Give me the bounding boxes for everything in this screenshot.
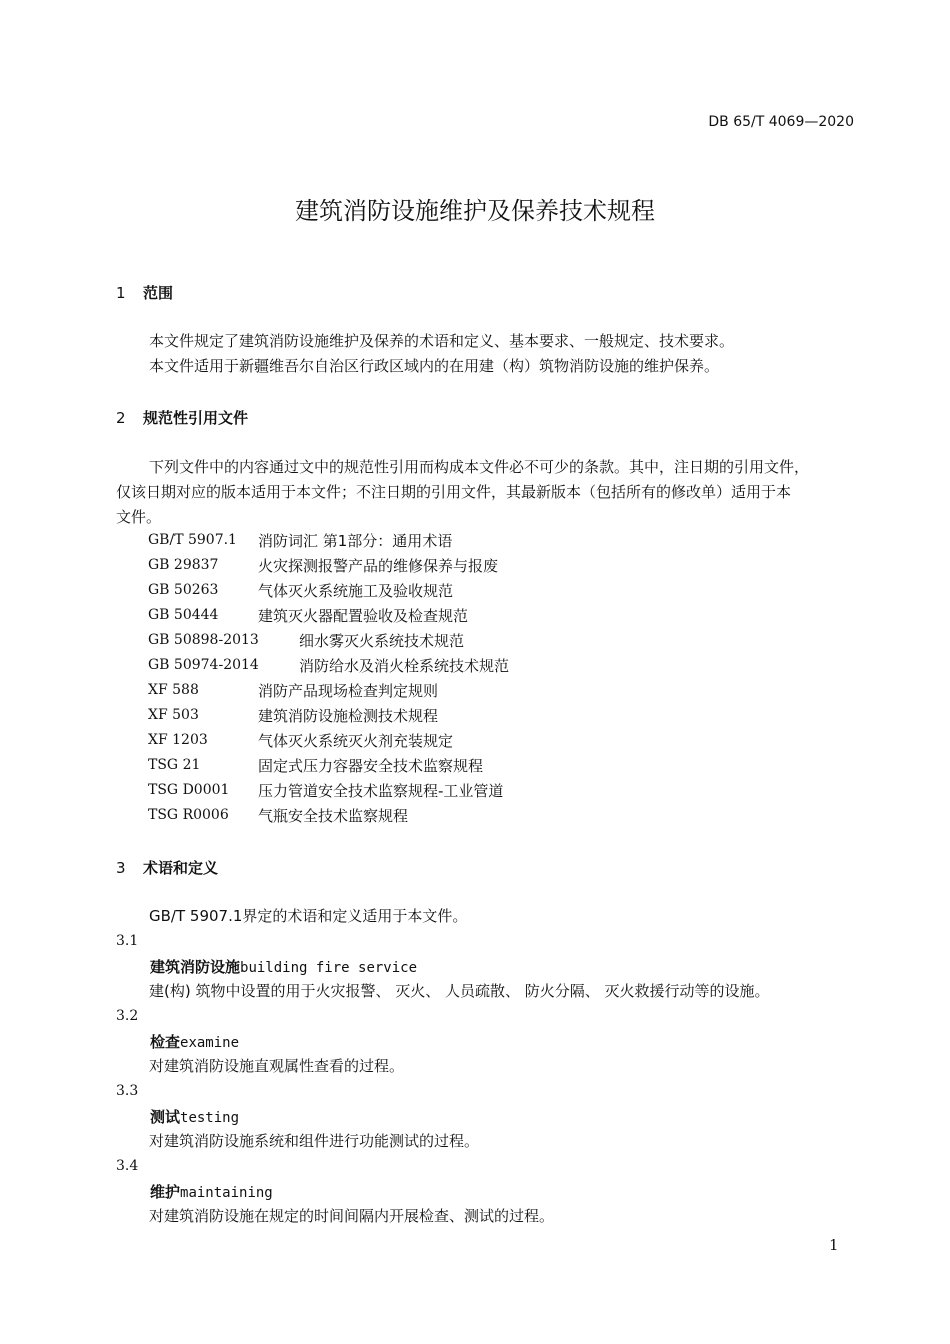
term-zh: 建筑消防设施 <box>150 958 241 976</box>
section-2-intro-line-2: 仅该日期对应的版本适用于本文件；不注日期的引用文件，其最新版本（包括所有的修改单）适用于本 <box>116 483 792 501</box>
section-2-intro-line-3: 文件。 <box>116 508 162 526</box>
section-1-heading <box>116 282 173 303</box>
section-number: 3 <box>116 859 126 877</box>
ref-code: TSG R0006 <box>148 807 229 823</box>
term-number: 3.1 <box>116 933 139 949</box>
term-number: 3.2 <box>116 1008 139 1024</box>
document-code: DB 65/T 4069—2020 <box>708 114 854 130</box>
term-name <box>150 1031 239 1052</box>
ref-title: 消防词汇 第1部分：通用术语 <box>258 532 453 550</box>
term-en: testing <box>180 1110 240 1126</box>
section-1-para-2: 本文件适用于新疆维吾尔自治区行政区域内的在用建（构）筑物消防设施的维护保养。 <box>149 357 720 375</box>
ref-code: GB 50263 <box>148 582 219 598</box>
section-title: 范围 <box>143 284 174 302</box>
ref-code: GB 50898-2013 <box>148 632 259 648</box>
section-3-intro: GB/T 5907.1界定的术语和定义适用于本文件。 <box>149 907 468 925</box>
ref-code: GB 50444 <box>148 607 219 623</box>
ref-code: GB 29837 <box>148 557 219 573</box>
section-number: 1 <box>116 284 126 302</box>
term-name <box>150 1181 273 1202</box>
ref-code: TSG 21 <box>148 757 201 773</box>
ref-title: 细水雾灭火系统技术规范 <box>299 632 465 650</box>
section-title: 规范性引用文件 <box>143 409 249 427</box>
ref-code: XF 1203 <box>148 732 208 748</box>
ref-title: 消防产品现场检查判定规则 <box>258 682 439 700</box>
term-name <box>150 956 417 977</box>
ref-code: XF 503 <box>148 707 199 723</box>
ref-code: XF 588 <box>148 682 199 698</box>
page-number: 1 <box>829 1236 839 1254</box>
term-number: 3.4 <box>116 1158 139 1174</box>
ref-title: 建筑灭火器配置验收及检查规范 <box>258 607 469 625</box>
term-en: maintaining <box>180 1185 273 1201</box>
ref-title: 建筑消防设施检测技术规程 <box>258 707 439 725</box>
ref-title: 压力管道安全技术监察规程-工业管道 <box>258 782 504 800</box>
term-en: building fire service <box>240 960 418 976</box>
ref-code: TSG D0001 <box>148 782 230 798</box>
section-3-heading <box>116 857 218 878</box>
ref-code: GB/T 5907.1 <box>148 532 237 548</box>
document-title: 建筑消防设施维护及保养技术规程 <box>295 197 655 225</box>
term-definition: 对建筑消防设施在规定的时间间隔内开展检查、测试的过程。 <box>149 1207 555 1225</box>
section-number: 2 <box>116 409 126 427</box>
section-1-para-1: 本文件规定了建筑消防设施维护及保养的术语和定义、基本要求、一般规定、技术要求。 <box>149 332 735 350</box>
ref-code: GB 50974-2014 <box>148 657 259 673</box>
section-title: 术语和定义 <box>143 859 219 877</box>
term-en: examine <box>180 1035 240 1051</box>
ref-title: 火灾探测报警产品的维修保养与报废 <box>258 557 499 575</box>
ref-title: 固定式压力容器安全技术监察规程 <box>258 757 484 775</box>
term-definition: 对建筑消防设施直观属性查看的过程。 <box>149 1057 405 1075</box>
ref-title: 气体灭火系统施工及验收规范 <box>258 582 454 600</box>
section-2-heading <box>116 407 248 428</box>
term-zh: 检查 <box>150 1033 181 1051</box>
section-2-intro-line-1: 下列文件中的内容通过文中的规范性引用而构成本文件必不可少的条款。其中，注日期的引用文件， <box>149 458 810 476</box>
term-definition: 建(构) 筑物中设置的用于火灾报警、 灭火、 人员疏散、 防火分隔、 灭火救援行动等的设施。 <box>149 982 770 1000</box>
ref-title: 消防给水及消火栓系统技术规范 <box>299 657 510 675</box>
term-definition: 对建筑消防设施系统和组件进行功能测试的过程。 <box>149 1132 480 1150</box>
term-number: 3.3 <box>116 1083 139 1099</box>
ref-title: 气瓶安全技术监察规程 <box>258 807 409 825</box>
term-name <box>150 1106 239 1127</box>
term-zh: 维护 <box>150 1183 181 1201</box>
ref-title: 气体灭火系统灭火剂充装规定 <box>258 732 454 750</box>
term-zh: 测试 <box>150 1108 181 1126</box>
